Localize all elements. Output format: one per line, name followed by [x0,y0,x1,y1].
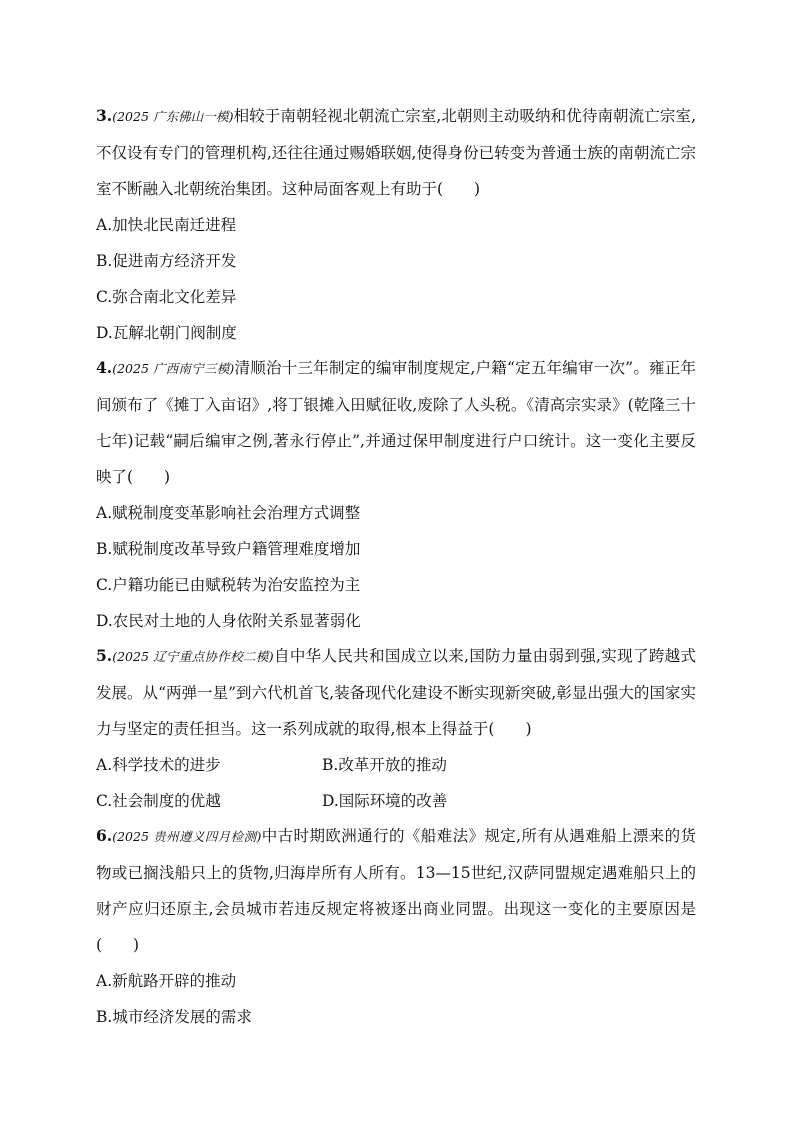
option-b[interactable]: B.城市经济发展的需求 [96,1008,252,1026]
options-row [96,783,696,819]
question-source: (2025 辽宁重点协作校二模) [112,649,274,664]
option-a[interactable]: A.加快北民南迁进程 [96,216,237,234]
question-stem: 4.(2025 广西南宁三模)清顺治十三年制定的编审制度规定,户籍“定五年编审一次”。雍正年间颁布了《摊丁入亩诏》,将丁银摊入田赋征收,废除了人头税。《清高宗实录》(乾隆三十七年)记载“嗣后编审之例,著永行停止”,并通过保甲制度进行户口统计。这一变化主要反映了( ) [96,358,696,486]
option-c[interactable]: C.弥合南北文化差异 [96,288,237,306]
question-5 [96,638,696,819]
option-d[interactable]: D.瓦解北朝门阀制度 [96,324,237,342]
question-text: 相较于南朝轻视北朝流亡宗室,北朝则主动吸纳和优待南朝流亡宗室,不仅设有专门的管理机构,还往往通过赐婚联姻,使得身份已转变为普通士族的南朝流亡宗室不断融入北朝统治集团。这种局面客观上有助于( ) [96,107,696,198]
question-source: (2025 贵州遵义四月检测) [112,829,262,844]
option-a[interactable]: A.赋税制度变革影响社会治理方式调整 [96,504,361,522]
option-b[interactable]: B.改革开放的推动 [322,756,447,774]
question-stem: 3.(2025 广东佛山一模)相较于南朝轻视北朝流亡宗室,北朝则主动吸纳和优待南朝流亡宗室,不仅设有专门的管理机构,还往往通过赐婚联姻,使得身份已转变为普通士族的南朝流亡宗室不断融入北朝统治集团。这种局面客观上有助于( ) [96,106,696,198]
question-number: 4 [96,358,107,377]
question-number: 6 [96,826,107,845]
options-row [96,747,696,783]
question-number: 5 [96,646,107,665]
option-c[interactable]: C.户籍功能已由赋税转为治安监控为主 [96,576,361,594]
option-b[interactable]: B.促进南方经济开发 [96,252,237,270]
question-text: 自中华人民共和国成立以来,国防力量由弱到强,实现了跨越式发展。从“两弹一星”到六代机首飞,装备现代化建设不断实现新突破,彰显出强大的国家实力与坚定的责任担当。这一系列成就的取得,根本上得益于( ) [96,647,696,738]
option-a[interactable]: A.新航路开辟的推动 [96,972,237,990]
question-source: (2025 广西南宁三模) [112,361,235,376]
question-6 [96,818,696,1035]
question-number: 3 [96,106,107,125]
question-stem: 6.(2025 贵州遵义四月检测)中古时期欧洲通行的《船难法》规定,所有从遇难船上漂来的货物或已搁浅船只上的货物,归海岸所有人所有。13—15世纪,汉萨同盟规定遇难船只上的财产应归还原主,会员城市若违反规定将被逐出商业同盟。出现这一变化的主要原因是( ) [96,826,696,954]
option-a[interactable]: A.科学技术的进步 [96,756,221,774]
question-3 [96,98,696,351]
option-d[interactable]: D.国际环境的改善 [322,792,448,810]
question-text: 中古时期欧洲通行的《船难法》规定,所有从遇难船上漂来的货物或已搁浅船只上的货物,归海岸所有人所有。13—15世纪,汉萨同盟规定遇难船只上的财产应归还原主,会员城市若违反规定将被逐出商业同盟。出现这一变化的主要原因是( ) [96,827,696,954]
option-d[interactable]: D.农民对土地的人身依附关系显著弱化 [96,612,361,630]
question-4 [96,350,696,639]
question-text: 清顺治十三年制定的编审制度规定,户籍“定五年编审一次”。雍正年间颁布了《摊丁入亩诏》,将丁银摊入田赋征收,废除了人头税。《清高宗实录》(乾隆三十七年)记载“嗣后编审之例,著永行停止”,并通过保甲制度进行户口统计。这一变化主要反映了( ) [96,359,696,486]
option-b[interactable]: B.赋税制度改革导致户籍管理难度增加 [96,540,361,558]
question-stem: 5.(2025 辽宁重点协作校二模)自中华人民共和国成立以来,国防力量由弱到强,实现了跨越式发展。从“两弹一星”到六代机首飞,装备现代化建设不断实现新突破,彰显出强大的国家实力与坚定的责任担当。这一系列成就的取得,根本上得益于( ) [96,646,696,738]
question-source: (2025 广东佛山一模) [112,109,234,124]
option-c[interactable]: C.社会制度的优越 [96,792,221,810]
